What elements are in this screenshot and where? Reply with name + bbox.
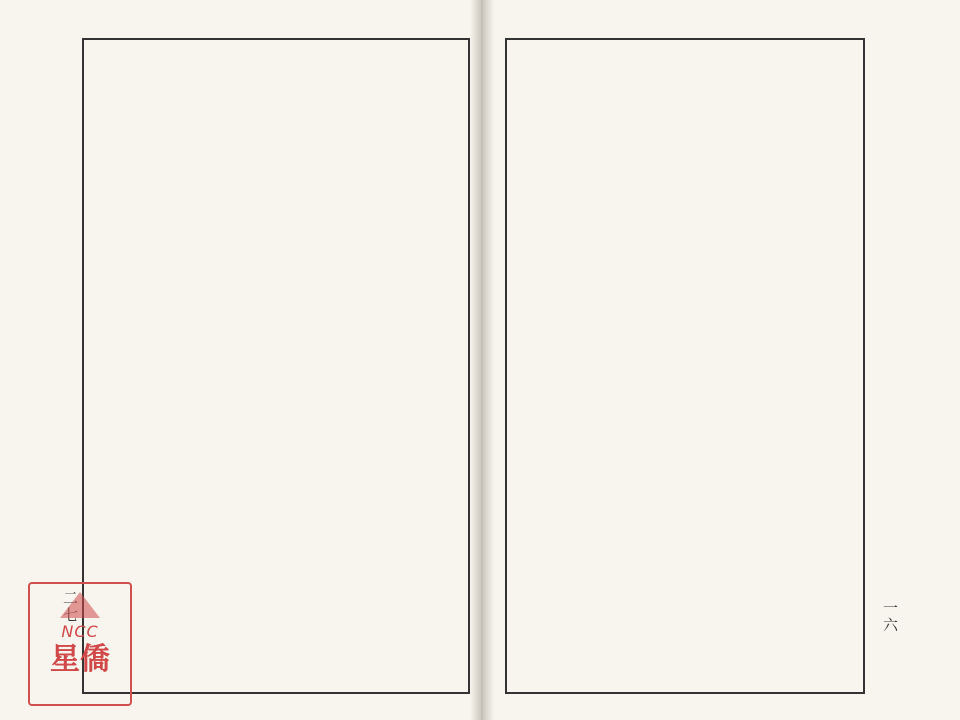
left-page-number: 二七 [61,590,79,624]
left-page [0,0,478,720]
book-gutter [470,0,494,720]
stamp-triangle-icon [60,592,100,618]
stamp-label-cn: 星僑 [50,642,110,677]
right-page-frame [505,38,865,694]
stamp-label-en: NCC [61,622,99,641]
right-page-number: 一六 [881,600,899,634]
ncc-stamp [28,582,132,706]
left-page-frame [82,38,470,694]
